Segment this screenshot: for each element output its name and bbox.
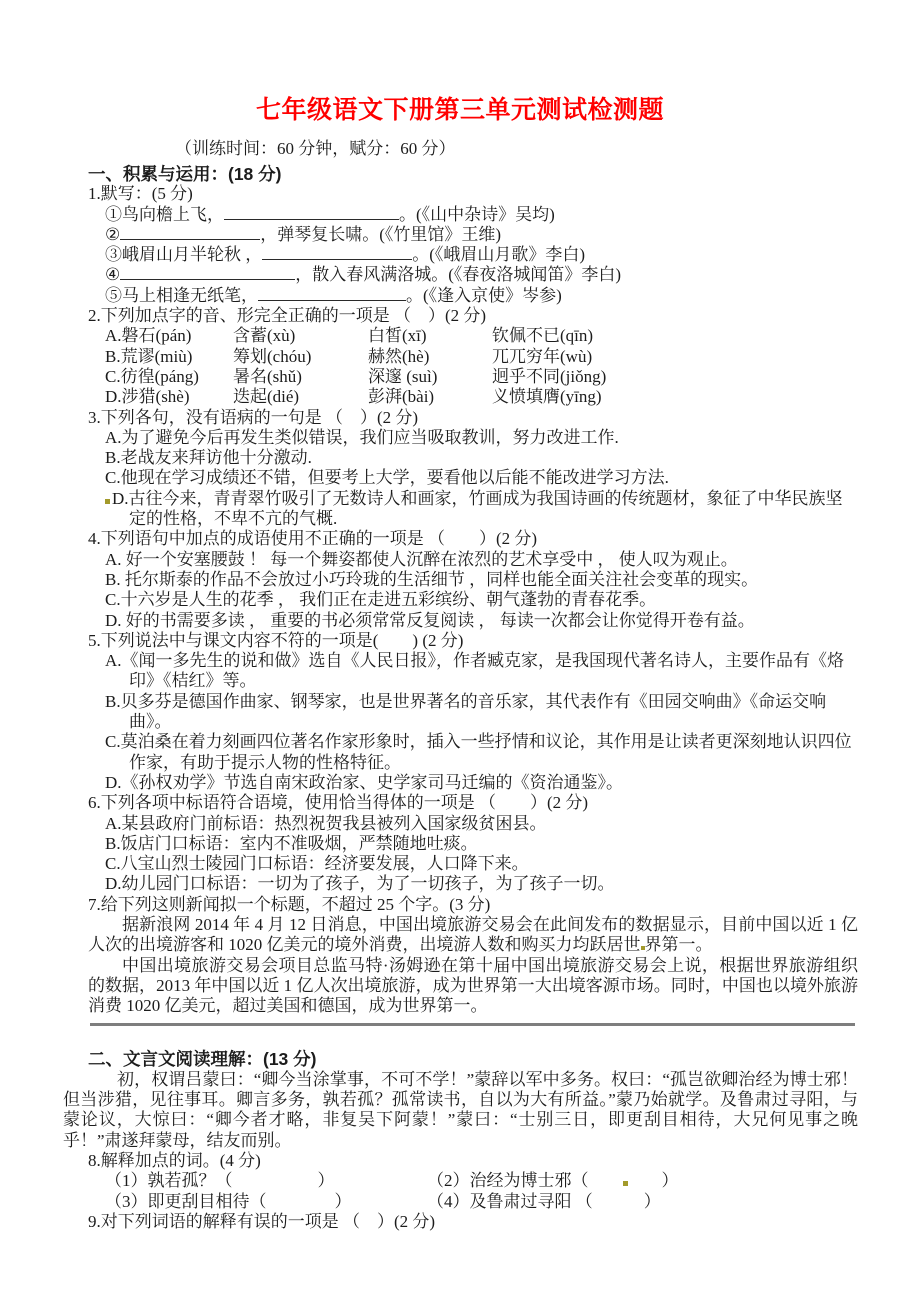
classical-text-passage: 初，权谓吕蒙曰：“卿今当涂掌事，不可不学！”蒙辞以军中多务。权曰：“孤岂欲卿治经为博士邪！但当涉猎，见往事耳。卿言多务，孰若孤？孤常读书，自以为大有所益。”蒙乃始就学。及鲁肃过寻阳，与蒙论议，大惊曰：“卿今者才略，非复吴下阿蒙！”蒙曰：“士别三日，即更刮目相待，大兄何见事之晚乎！”肃遂拜蒙母，结友而别。 xyxy=(63,1069,858,1150)
q1-blank-line-1 xyxy=(88,205,858,225)
q2-c-cell2: 暑名(shǔ) xyxy=(233,366,302,386)
q5-option-d: D.《孙权劝学》节选自南宋政治家、史学家司马迁编的《资治通鉴》。 xyxy=(105,772,624,792)
q5-label: 5.下列说法中与课文内容不符的一项是( ) (2 分) xyxy=(88,630,464,650)
q4-option-a: A. 好一个安塞腰鼓 ！ 每一个舞姿都使人沉醉在浓烈的艺术享受中 ， 使人叹为观止。 xyxy=(105,549,738,569)
q7-label: 7.给下列这则新闻拟一个标题，不超过 25 个字。(3 分) xyxy=(88,894,491,914)
q8-label: 8.解释加点的词。(4 分) xyxy=(88,1150,261,1170)
q2-option-a xyxy=(88,326,858,346)
q8-item-2-pre: （2）治经为博士邪（ xyxy=(427,1171,623,1191)
q1-line2-post: ，弹琴复长啸。(《竹里馆》王维) xyxy=(260,224,502,244)
q2-d-cell1: D.涉猎(shè) xyxy=(105,387,190,407)
q2-option-c xyxy=(88,367,858,387)
exam-time-score-note: （训练时间：60 分钟，赋分：60 分） xyxy=(175,139,456,158)
q2-d-cell3: 彭湃(bài) xyxy=(368,387,435,407)
q4-option-c: C.十六岁是人生的花季 ， 我们正在走进五彩缤纷、朝气蓬勃的青春花季。 xyxy=(105,590,657,610)
q8-item-1: （1）孰若孤？（ ） xyxy=(105,1171,335,1191)
q6-option-a: A.某县政府门前标语：热烈祝贺我县被列入国家级贫困县。 xyxy=(105,813,547,833)
q2-d-cell4: 义愤填膺(yīng) xyxy=(492,387,602,407)
q8-item-3: （3）即更刮目相待（ ） xyxy=(105,1191,352,1211)
q2-c-cell3: 深邃 (suì) xyxy=(368,366,438,386)
q2-b-cell1: B.荒谬(miù) xyxy=(105,346,193,366)
q2-option-d xyxy=(88,387,858,407)
q2-option-b xyxy=(88,347,858,367)
q1-label: 1.默写：(5 分) xyxy=(88,184,193,204)
q2-c-cell1: C.彷徨(páng) xyxy=(105,366,199,386)
q3-option-d-text: D.古往今来，青青翠竹吸引了无数诗人和画家，竹画成为我国诗画的传统题材，象征了中华民族坚定的性格，不卑不亢的气概. xyxy=(112,488,843,529)
q3-label: 3.下列各句，没有语病的一句是 （ ）(2 分) xyxy=(88,407,419,427)
q9-label: 9.对下列词语的解释有误的一项是 （ ）(2 分) xyxy=(88,1211,436,1231)
answer-blank xyxy=(120,265,295,280)
q2-b-cell2: 筹划(chóu) xyxy=(233,346,312,366)
q8-row-1 xyxy=(88,1171,858,1191)
q1-line3-pre: ③峨眉山月半轮秋 ， xyxy=(105,245,263,265)
q2-a-cell3: 白皙(xī) xyxy=(368,326,427,346)
q4-label: 4.下列语句中加点的成语使用不正确的一项是 （ ）(2 分) xyxy=(88,529,538,549)
q2-b-cell4: 兀兀穷年(wù) xyxy=(492,346,593,366)
q5-option-c: C.莫泊桑在着力刻画四位著名作家形象时，插入一些抒情和议论，其作用是让读者更深刻地认识四位作家，有助于提示人物的性格特征。 xyxy=(105,732,852,772)
q3-option-b: B.老战友来拜访他十分激动. xyxy=(105,448,312,468)
answer-blank xyxy=(258,286,406,301)
q8-item-4: （4）及鲁肃过寻阳 （ ） xyxy=(427,1191,661,1211)
q6-option-b: B.饭店门口标语：室内不准吸烟，严禁随地吐痰。 xyxy=(105,833,478,853)
q1-blank-line-5 xyxy=(88,286,858,306)
q2-d-cell2: 迭起(dié) xyxy=(233,387,300,407)
q7-news-paragraph-2: 中国出境旅游交易会项目总监马特·汤姆逊在第十届中国出境旅游交易会上说，根据世界旅游组织的数据，2013 年中国以近 1 亿人次出境旅游，成为世界第一大出境客源市场。同时，中国也以境外旅游消费 1020 亿美元，超过美国和德国，成为世界第一。 xyxy=(88,955,858,1016)
q1-line5-pre: ⑤马上相逢无纸笔， xyxy=(105,285,258,305)
edit-marker-icon xyxy=(105,499,110,504)
q5-option-b: B.贝多芬是德国作曲家、钢琴家，也是世界著名的音乐家，其代表作有《田园交响曲》《命运交响曲》。 xyxy=(105,691,827,732)
q1-blank-line-4 xyxy=(88,265,858,285)
q2-c-cell4: 迥乎不同(jiǒng) xyxy=(492,366,607,386)
paper-body xyxy=(63,164,858,1232)
section1-heading: 一、积累与运用：(18 分) xyxy=(88,164,282,184)
q6-option-c: C.八宝山烈士陵园门口标语：经济要发展，人口降下来。 xyxy=(105,854,529,874)
q7-p1-text-b: 界第一。 xyxy=(644,935,713,955)
q1-line1-post: 。(《山中杂诗》吴均) xyxy=(399,204,555,224)
answer-blank xyxy=(120,225,260,240)
page-title: 七年级语文下册第三单元测试检测题 xyxy=(255,96,664,124)
q1-line4-pre: ④ xyxy=(105,265,121,285)
q8-row-2 xyxy=(88,1192,858,1212)
section-divider xyxy=(90,1023,855,1026)
q1-line2-pre: ② xyxy=(105,224,121,244)
q1-line5-post: 。(《逢入京使》岑参) xyxy=(406,285,562,305)
q7-news-paragraph-1 xyxy=(88,915,858,956)
q1-line4-post: ，散入春风满洛城。(《春夜洛城闻笛》李白) xyxy=(295,265,622,285)
q6-label: 6.下列各项中标语符合语境，使用恰当得体的一项是 （ ）(2 分) xyxy=(88,793,589,813)
q8-item-2-post: ） xyxy=(627,1171,679,1191)
q4-option-b: B. 托尔斯泰的作品不会放过小巧玲珑的生活细节 ，同样也能全面关注社会变革的现实。 xyxy=(105,569,759,589)
q5-option-a: A.《闻一多先生的说和做》选自《人民日报》，作者臧克家，是我国现代著名诗人，主要作品有《烙印》《桔红》等。 xyxy=(105,651,845,691)
q3-option-d xyxy=(88,489,858,530)
answer-blank xyxy=(262,245,412,260)
q1-blank-line-2 xyxy=(88,225,858,245)
q6-option-d: D.幼儿园门口标语：一切为了孩子，为了一切孩子，为了孩子一切。 xyxy=(105,874,615,894)
q4-option-d: D. 好的书需要多读 ， 重要的书必须常常反复阅读 ， 每读一次都会让你觉得开卷有益。 xyxy=(105,610,755,630)
q2-a-cell2: 含蓄(xù) xyxy=(233,326,296,346)
q1-blank-line-3 xyxy=(88,245,858,265)
q2-a-cell1: A.磐石(pán) xyxy=(105,326,192,346)
section2-heading: 二、文言文阅读理解：(13 分) xyxy=(88,1049,317,1070)
q7-p1-text-a: 据新浪网 2014 年 4 月 12 日消息，中国出境旅游交易会在此间发布的数据显示，目前中国以近 1 亿人次的出境游客和 1020 亿美元的境外消费，出境游人数和购买力均跃居世 xyxy=(88,914,858,955)
q3-option-a: A.为了避免今后再发生类似错误，我们应当吸取教训，努力改进工作. xyxy=(105,427,619,447)
answer-blank xyxy=(224,205,399,220)
q1-line3-post: 。(《峨眉山月歌》李白) xyxy=(412,245,586,265)
q1-line1-pre: ①鸟向檐上飞， xyxy=(105,204,224,224)
q3-option-c: C.他现在学习成绩还不错，但要考上大学，要看他以后能不能改进学习方法. xyxy=(105,468,669,488)
q8-item-2 xyxy=(427,1171,679,1191)
q2-b-cell3: 赫然(hè) xyxy=(368,346,430,366)
q2-a-cell4: 钦佩不已(qīn) xyxy=(492,326,594,346)
q2-label: 2.下列加点字的音、形完全正确的一项是 （ ）(2 分) xyxy=(88,306,487,326)
